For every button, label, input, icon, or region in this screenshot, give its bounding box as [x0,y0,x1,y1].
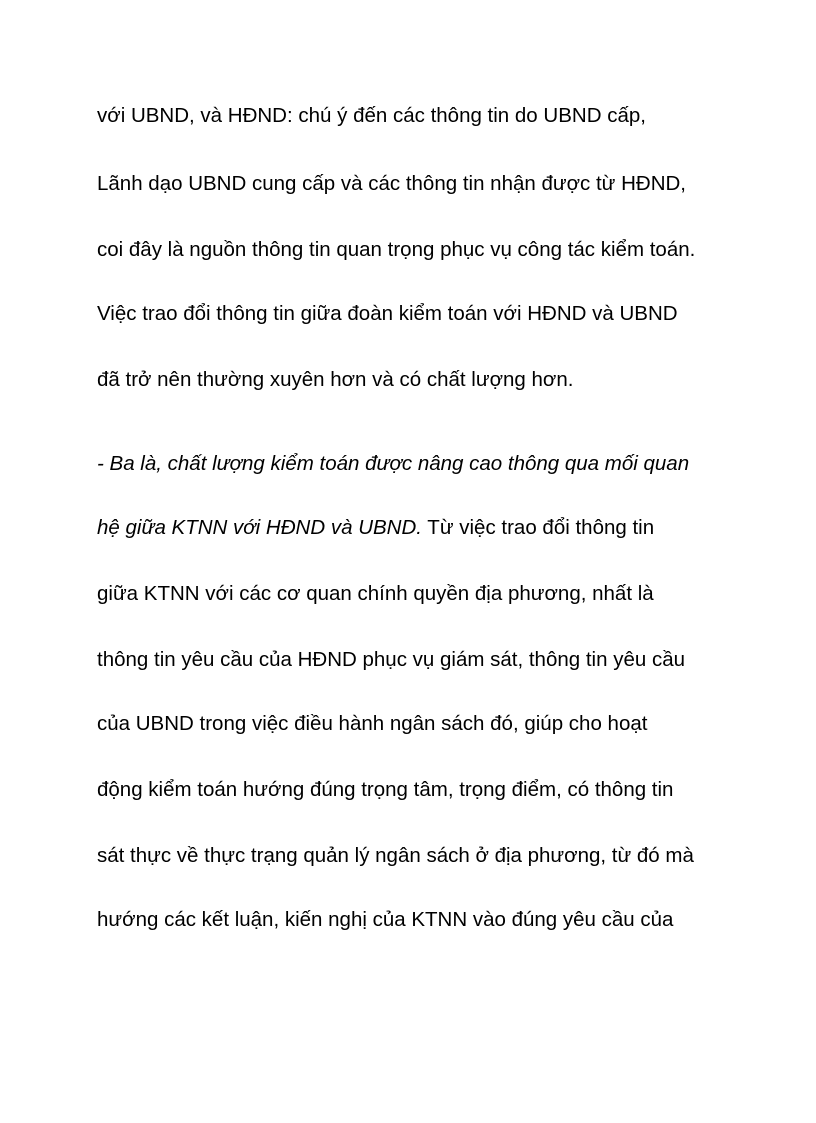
text-span: Từ việc trao đổi thông tin [421,516,655,539]
text-line [97,516,654,540]
point-three-heading: - Ba là, chất lượng kiểm toán được nâng cao thông qua mối quan [97,452,690,475]
text-line: Việc trao đổi thông tin giữa đoàn kiểm toán với HĐND và UBND [97,302,678,325]
text-line: với UBND, và HĐND: chú ý đến các thông tin do UBND cấp, [97,104,646,127]
text-line: thông tin yêu cầu của HĐND phục vụ giám sát, thông tin yêu cầu [97,648,686,671]
text-line: coi đây là nguồn thông tin quan trọng phục vụ công tác kiểm toán. [97,238,696,261]
text-line: của UBND trong việc điều hành ngân sách đó, giúp cho hoạt [97,712,648,735]
point-three-heading-end: hệ giữa KTNN với HĐND và UBND. [97,516,422,539]
text-line: sát thực về thực trạng quản lý ngân sách ở địa phương, từ đó mà [97,844,694,867]
text-line: hướng các kết luận, kiến nghị của KTNN vào đúng yêu cầu của [97,908,674,931]
text-line: động kiểm toán hướng đúng trọng tâm, trọng điểm, có thông tin [97,778,674,801]
text-line: Lãnh dạo UBND cung cấp và các thông tin nhận được từ HĐND, [97,172,687,195]
text-line: giữa KTNN với các cơ quan chính quyền địa phương, nhất là [97,582,654,605]
text-line: đã trở nên thường xuyên hơn và có chất lượng hơn. [97,368,574,391]
